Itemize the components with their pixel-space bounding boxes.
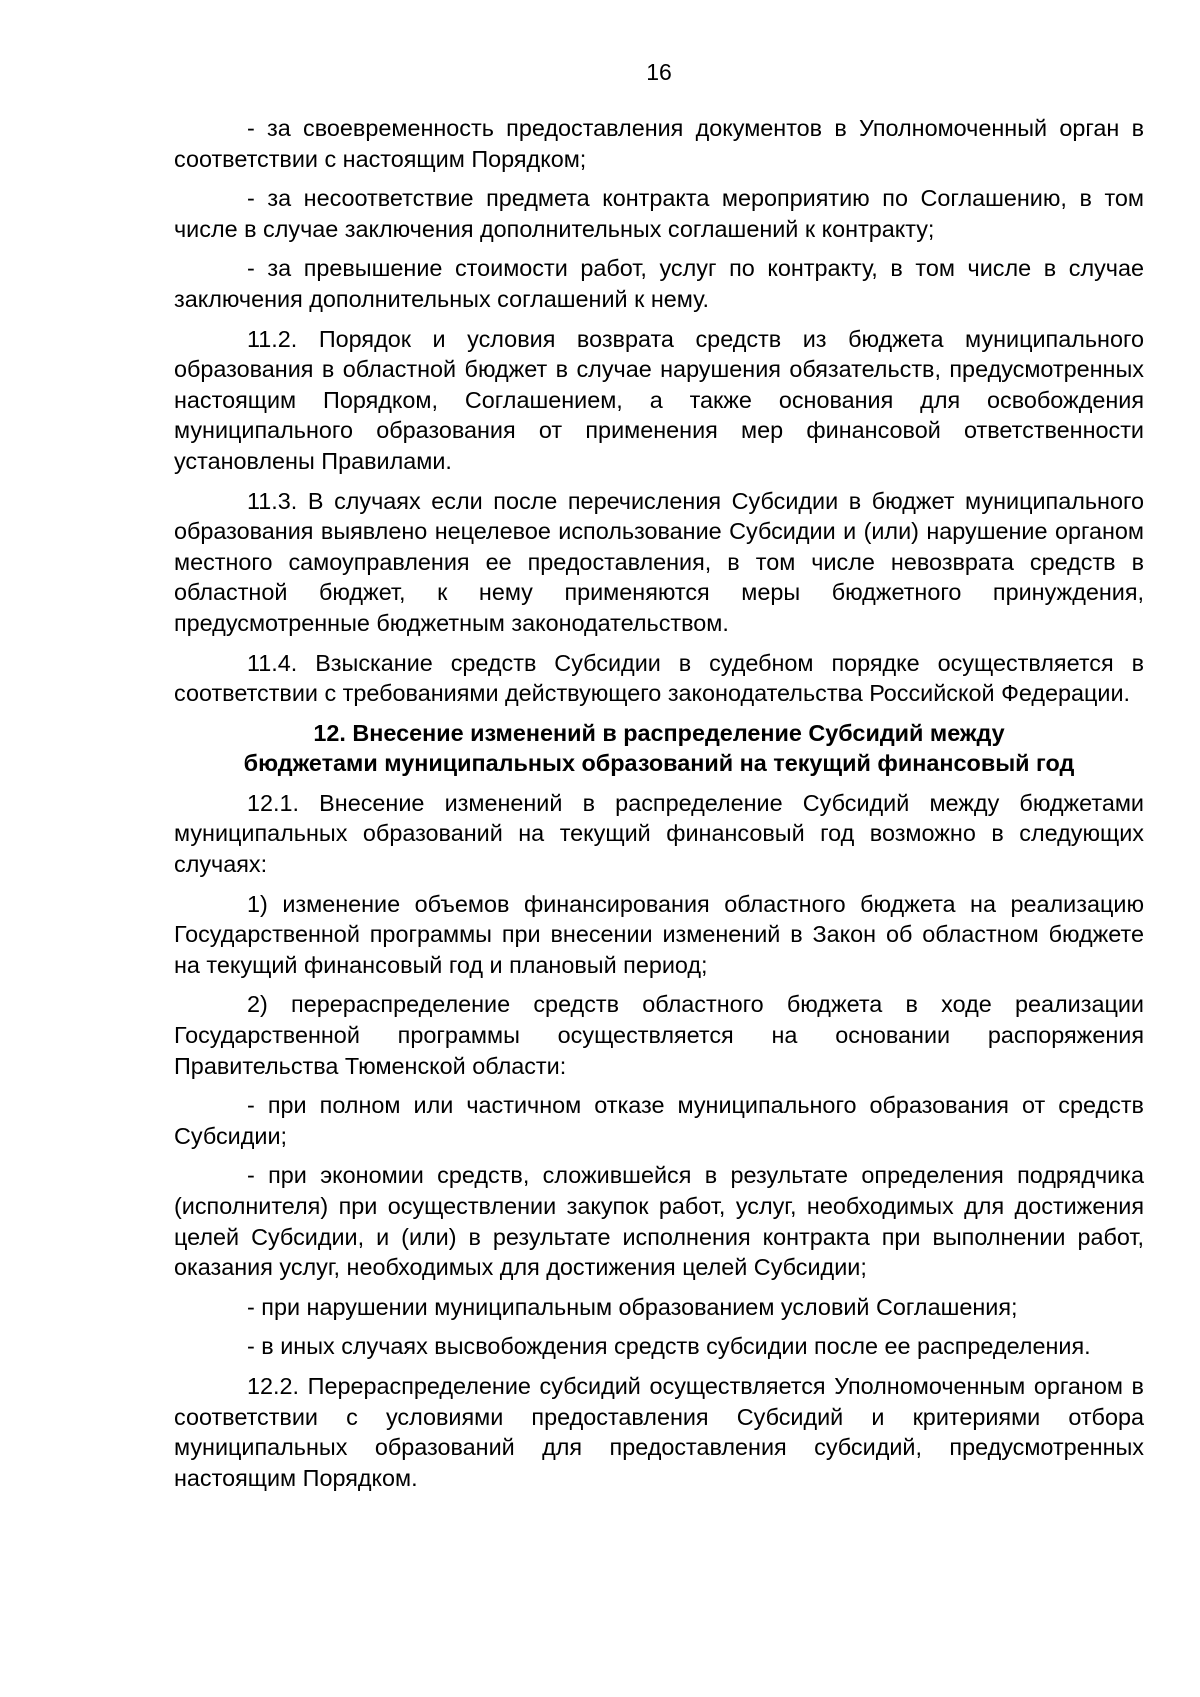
paragraph-violation: - при нарушении муниципальным образованием условий Соглашения;	[247, 1293, 1018, 1320]
paragraph-case-2: 2) перераспределение средств областного бюджета в ходе реализации Государственной программы осуществляется на основании распоряжения Правительства Тюменской области:	[174, 991, 1144, 1079]
page-number: 16	[646, 59, 672, 85]
paragraph-11-2: 11.2. Порядок и условия возврата средств из бюджета муниципального образования в областной бюджет в случае нарушения обязательств, предусмотренных настоящим Порядком, Соглашением, а также основания для освобождения муниципального образования от применения мер финансовой ответственности установлены Правилами.	[174, 325, 1144, 474]
paragraph-savings: - при экономии средств, сложившейся в результате определения подрядчика (исполнителя) при осуществлении закупок работ, услуг, необходимых для достижения целей Субсидии, и (или) в результате исполнения контракта при выполнении работ, оказания услуг, необходимых для достижения целей Субсидии;	[174, 1162, 1144, 1281]
paragraph-other-cases: - в иных случаях высвобождения средств субсидии после ее распределения.	[247, 1333, 1091, 1360]
paragraph-11-4: 11.4. Взыскание средств Субсидии в судебном порядке осуществляется в соответствии с требованиями действующего законодательства Российской Федерации.	[174, 649, 1144, 707]
paragraph-case-1: 1) изменение объемов финансирования областного бюджета на реализацию Государственной программы при внесении изменений в Закон об областном бюджете на текущий финансовый год и плановый период;	[174, 890, 1144, 978]
paragraph-12-1: 12.1. Внесение изменений в распределение Субсидий между бюджетами муниципальных образований на текущий финансовый год возможно в следующих случаях:	[174, 789, 1144, 878]
paragraph-timeliness: - за своевременность предоставления документов в Уполномоченный орган в соответствии с настоящим Порядком;	[174, 115, 1144, 172]
section-heading-line-1: 12. Внесение изменений в распределение Субсидий между	[313, 719, 1005, 746]
section-heading-line-2: бюджетами муниципальных образований на текущий финансовый год	[243, 750, 1075, 777]
paragraph-12-2: 12.2. Перераспределение субсидий осуществляется Уполномоченным органом в соответствии с условиями предоставления Субсидий и критериями отбора муниципальных образований для предоставления субсидий, предусмотренных настоящим Порядком.	[174, 1372, 1144, 1491]
paragraph-refusal: - при полном или частичном отказе муниципального образования от средств Субсидии;	[174, 1092, 1144, 1149]
document-body	[174, 113, 1144, 1502]
paragraph-cost-excess: - за превышение стоимости работ, услуг по контракту, в том числе в случае заключения дополнительных соглашений к нему.	[174, 255, 1144, 312]
section-12-heading	[174, 718, 1144, 779]
paragraph-contract-mismatch: - за несоответствие предмета контракта мероприятию по Соглашению, в том числе в случае заключения дополнительных соглашений к контракту;	[174, 185, 1144, 242]
paragraph-11-3: 11.3. В случаях если после перечисления Субсидии в бюджет муниципального образования выявлено нецелевое использование Субсидии и (или) нарушение органом местного самоуправления ее предоставления, в том числе невозврата средств в областной бюджет, к нему применяются меры бюджетного принуждения, предусмотренные бюджетным законодательством.	[174, 487, 1144, 636]
